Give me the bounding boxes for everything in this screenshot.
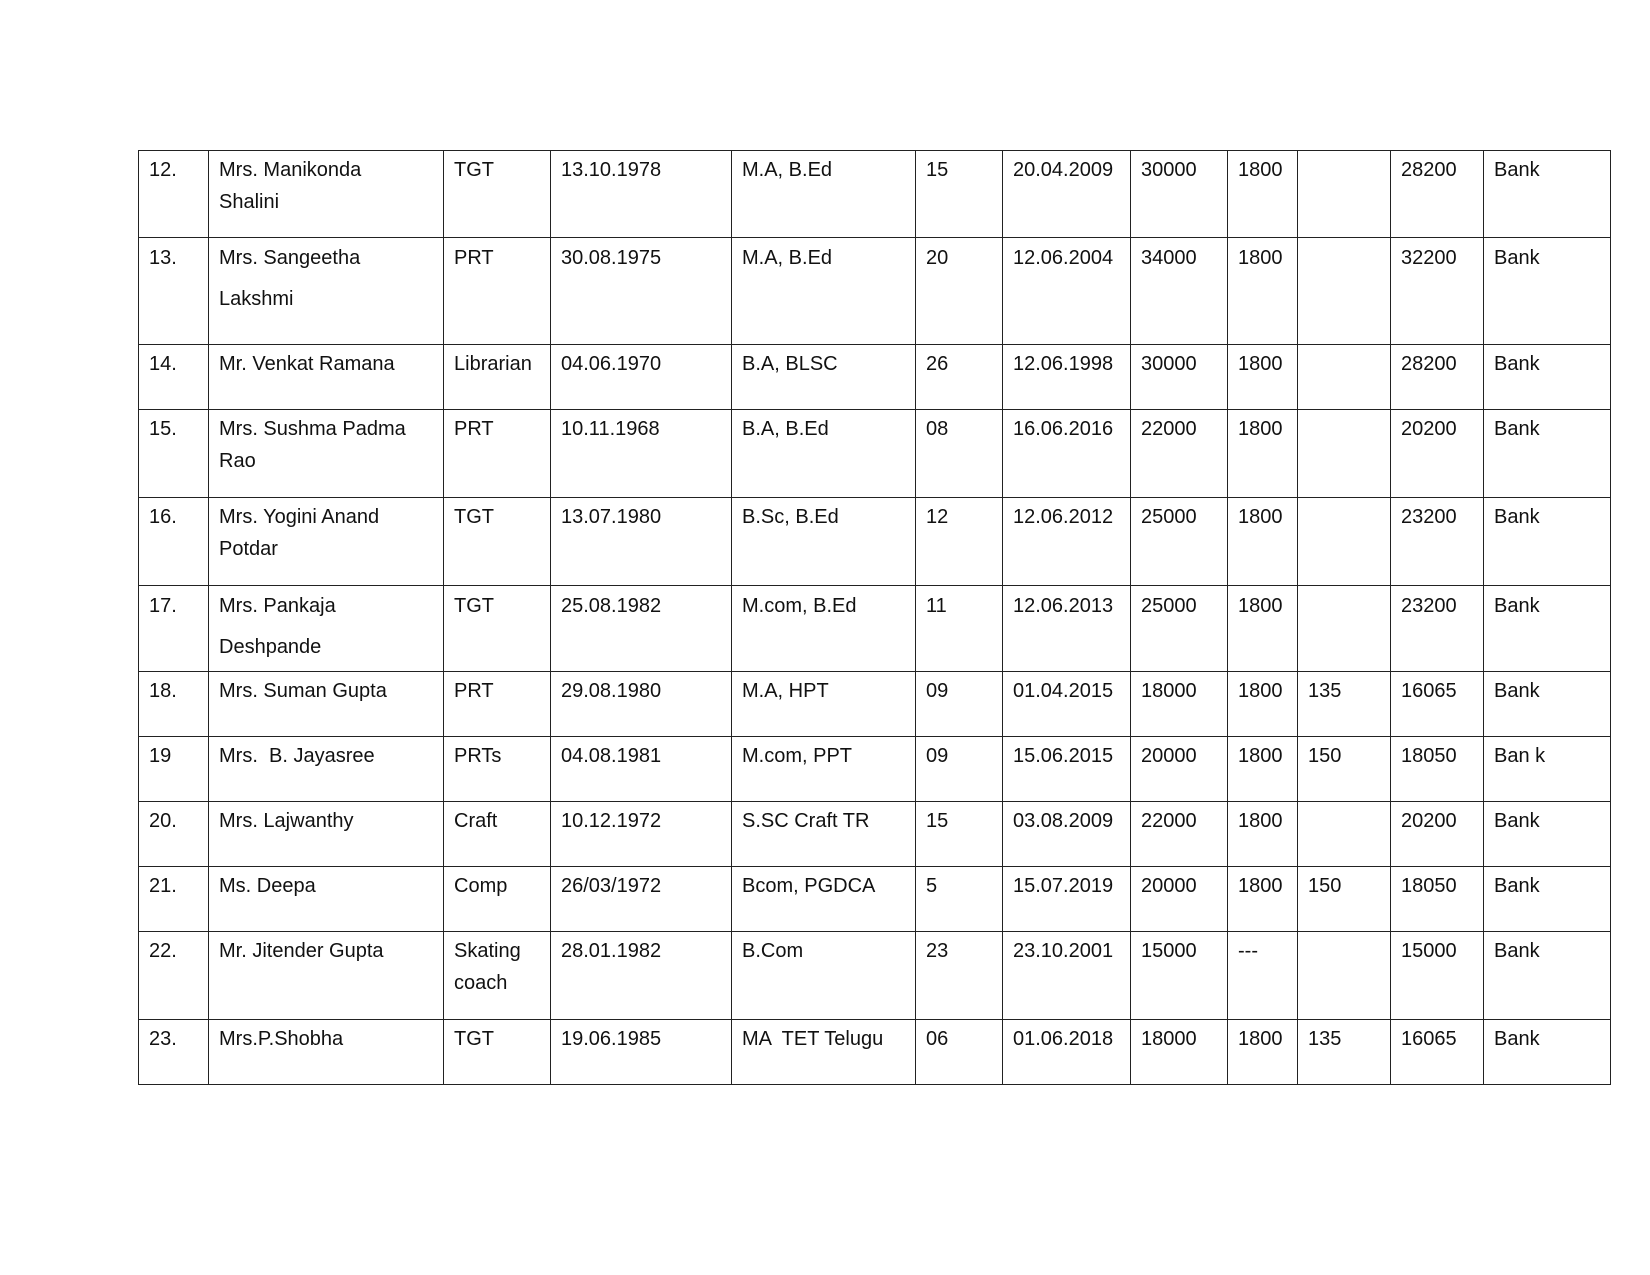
extra-deduction-cell	[1298, 238, 1391, 345]
experience-cell: 09	[916, 737, 1003, 802]
designation-cell: TGT	[444, 151, 551, 238]
net-salary-cell: 20200	[1391, 410, 1484, 498]
deduction-cell: 1800	[1228, 345, 1298, 410]
date-of-birth-cell: 19.06.1985	[551, 1020, 732, 1085]
date-of-joining-cell: 12.06.2013	[1003, 586, 1131, 672]
qualification-cell: B.Sc, B.Ed	[732, 498, 916, 586]
table-row	[139, 802, 1611, 867]
extra-deduction-cell: 135	[1298, 672, 1391, 737]
payment-mode-cell: Bank	[1484, 672, 1611, 737]
date-of-joining-cell: 20.04.2009	[1003, 151, 1131, 238]
experience-cell: 11	[916, 586, 1003, 672]
deduction-cell: ---	[1228, 932, 1298, 1020]
name-cell: Mrs. Manikonda Shalini	[209, 151, 444, 238]
serial-number-cell: 12.	[139, 151, 209, 238]
net-salary-cell: 16065	[1391, 672, 1484, 737]
gross-salary-cell: 18000	[1131, 672, 1228, 737]
qualification-cell: MA TET Telugu	[732, 1020, 916, 1085]
payment-mode-cell: Bank	[1484, 151, 1611, 238]
net-salary-cell: 20200	[1391, 802, 1484, 867]
gross-salary-cell: 25000	[1131, 586, 1228, 672]
net-salary-cell: 23200	[1391, 498, 1484, 586]
payment-mode-cell: Bank	[1484, 410, 1611, 498]
experience-cell: 5	[916, 867, 1003, 932]
date-of-birth-cell: 13.07.1980	[551, 498, 732, 586]
experience-cell: 09	[916, 672, 1003, 737]
date-of-joining-cell: 12.06.2012	[1003, 498, 1131, 586]
serial-number-cell: 14.	[139, 345, 209, 410]
experience-cell: 23	[916, 932, 1003, 1020]
date-of-joining-cell: 15.06.2015	[1003, 737, 1131, 802]
designation-cell: PRTs	[444, 737, 551, 802]
extra-deduction-cell	[1298, 932, 1391, 1020]
experience-cell: 08	[916, 410, 1003, 498]
date-of-birth-cell: 29.08.1980	[551, 672, 732, 737]
extra-deduction-cell: 150	[1298, 867, 1391, 932]
net-salary-cell: 32200	[1391, 238, 1484, 345]
designation-cell: TGT	[444, 586, 551, 672]
staff-table	[138, 150, 1611, 1085]
experience-cell: 06	[916, 1020, 1003, 1085]
gross-salary-cell: 22000	[1131, 410, 1228, 498]
extra-deduction-cell: 135	[1298, 1020, 1391, 1085]
net-salary-cell: 23200	[1391, 586, 1484, 672]
name-cell: Mrs. Pankaja Deshpande	[209, 586, 444, 672]
serial-number-cell: 19	[139, 737, 209, 802]
net-salary-cell: 18050	[1391, 737, 1484, 802]
name-cell: Mrs. Lajwanthy	[209, 802, 444, 867]
extra-deduction-cell	[1298, 410, 1391, 498]
designation-cell: Skating coach	[444, 932, 551, 1020]
name-cell: Mrs. Yogini Anand Potdar	[209, 498, 444, 586]
gross-salary-cell: 30000	[1131, 151, 1228, 238]
payment-mode-cell: Bank	[1484, 238, 1611, 345]
payment-mode-cell: Bank	[1484, 345, 1611, 410]
experience-cell: 26	[916, 345, 1003, 410]
experience-cell: 12	[916, 498, 1003, 586]
name-cell: Mr. Jitender Gupta	[209, 932, 444, 1020]
payment-mode-cell: Ban k	[1484, 737, 1611, 802]
table-row	[139, 586, 1611, 672]
qualification-cell: Bcom, PGDCA	[732, 867, 916, 932]
qualification-cell: M.com, PPT	[732, 737, 916, 802]
name-cell: Mr. Venkat Ramana	[209, 345, 444, 410]
designation-cell: TGT	[444, 498, 551, 586]
net-salary-cell: 28200	[1391, 151, 1484, 238]
net-salary-cell: 16065	[1391, 1020, 1484, 1085]
name-cell: Mrs. B. Jayasree	[209, 737, 444, 802]
payment-mode-cell: Bank	[1484, 498, 1611, 586]
date-of-joining-cell: 23.10.2001	[1003, 932, 1131, 1020]
serial-number-cell: 21.	[139, 867, 209, 932]
extra-deduction-cell: 150	[1298, 737, 1391, 802]
table-row	[139, 238, 1611, 345]
payment-mode-cell: Bank	[1484, 586, 1611, 672]
date-of-birth-cell: 28.01.1982	[551, 932, 732, 1020]
serial-number-cell: 13.	[139, 238, 209, 345]
gross-salary-cell: 20000	[1131, 867, 1228, 932]
table-row	[139, 498, 1611, 586]
payment-mode-cell: Bank	[1484, 1020, 1611, 1085]
serial-number-cell: 23.	[139, 1020, 209, 1085]
extra-deduction-cell	[1298, 586, 1391, 672]
designation-cell: PRT	[444, 672, 551, 737]
payment-mode-cell: Bank	[1484, 932, 1611, 1020]
gross-salary-cell: 20000	[1131, 737, 1228, 802]
date-of-joining-cell: 15.07.2019	[1003, 867, 1131, 932]
name-cell: Mrs. Sushma Padma Rao	[209, 410, 444, 498]
table-row	[139, 151, 1611, 238]
date-of-birth-cell: 10.11.1968	[551, 410, 732, 498]
designation-cell: Craft	[444, 802, 551, 867]
serial-number-cell: 17.	[139, 586, 209, 672]
designation-cell: TGT	[444, 1020, 551, 1085]
experience-cell: 15	[916, 151, 1003, 238]
table-row	[139, 867, 1611, 932]
date-of-joining-cell: 03.08.2009	[1003, 802, 1131, 867]
gross-salary-cell: 30000	[1131, 345, 1228, 410]
qualification-cell: B.A, B.Ed	[732, 410, 916, 498]
deduction-cell: 1800	[1228, 586, 1298, 672]
gross-salary-cell: 22000	[1131, 802, 1228, 867]
serial-number-cell: 15.	[139, 410, 209, 498]
qualification-cell: M.A, HPT	[732, 672, 916, 737]
serial-number-cell: 22.	[139, 932, 209, 1020]
gross-salary-cell: 25000	[1131, 498, 1228, 586]
gross-salary-cell: 18000	[1131, 1020, 1228, 1085]
deduction-cell: 1800	[1228, 672, 1298, 737]
deduction-cell: 1800	[1228, 238, 1298, 345]
qualification-cell: S.SC Craft TR	[732, 802, 916, 867]
date-of-birth-cell: 04.06.1970	[551, 345, 732, 410]
serial-number-cell: 18.	[139, 672, 209, 737]
qualification-cell: B.Com	[732, 932, 916, 1020]
gross-salary-cell: 34000	[1131, 238, 1228, 345]
date-of-joining-cell: 12.06.1998	[1003, 345, 1131, 410]
serial-number-cell: 20.	[139, 802, 209, 867]
name-cell: Ms. Deepa	[209, 867, 444, 932]
qualification-cell: B.A, BLSC	[732, 345, 916, 410]
date-of-joining-cell: 12.06.2004	[1003, 238, 1131, 345]
extra-deduction-cell	[1298, 498, 1391, 586]
date-of-birth-cell: 13.10.1978	[551, 151, 732, 238]
date-of-joining-cell: 01.04.2015	[1003, 672, 1131, 737]
deduction-cell: 1800	[1228, 1020, 1298, 1085]
qualification-cell: M.A, B.Ed	[732, 151, 916, 238]
table-row	[139, 345, 1611, 410]
designation-cell: PRT	[444, 410, 551, 498]
designation-cell: Comp	[444, 867, 551, 932]
payment-mode-cell: Bank	[1484, 867, 1611, 932]
designation-cell: Librarian	[444, 345, 551, 410]
table-row	[139, 737, 1611, 802]
gross-salary-cell: 15000	[1131, 932, 1228, 1020]
qualification-cell: M.com, B.Ed	[732, 586, 916, 672]
experience-cell: 20	[916, 238, 1003, 345]
table-row	[139, 1020, 1611, 1085]
deduction-cell: 1800	[1228, 737, 1298, 802]
name-cell: Mrs.P.Shobha	[209, 1020, 444, 1085]
table-body	[139, 151, 1611, 1085]
table-row	[139, 932, 1611, 1020]
deduction-cell: 1800	[1228, 802, 1298, 867]
deduction-cell: 1800	[1228, 410, 1298, 498]
extra-deduction-cell	[1298, 345, 1391, 410]
deduction-cell: 1800	[1228, 498, 1298, 586]
date-of-birth-cell: 04.08.1981	[551, 737, 732, 802]
extra-deduction-cell	[1298, 802, 1391, 867]
date-of-birth-cell: 26/03/1972	[551, 867, 732, 932]
serial-number-cell: 16.	[139, 498, 209, 586]
name-cell: Mrs. Suman Gupta	[209, 672, 444, 737]
table-row	[139, 672, 1611, 737]
date-of-joining-cell: 16.06.2016	[1003, 410, 1131, 498]
deduction-cell: 1800	[1228, 867, 1298, 932]
name-cell: Mrs. Sangeetha Lakshmi	[209, 238, 444, 345]
deduction-cell: 1800	[1228, 151, 1298, 238]
payment-mode-cell: Bank	[1484, 802, 1611, 867]
date-of-joining-cell: 01.06.2018	[1003, 1020, 1131, 1085]
date-of-birth-cell: 25.08.1982	[551, 586, 732, 672]
designation-cell: PRT	[444, 238, 551, 345]
net-salary-cell: 18050	[1391, 867, 1484, 932]
date-of-birth-cell: 30.08.1975	[551, 238, 732, 345]
table-row	[139, 410, 1611, 498]
date-of-birth-cell: 10.12.1972	[551, 802, 732, 867]
qualification-cell: M.A, B.Ed	[732, 238, 916, 345]
experience-cell: 15	[916, 802, 1003, 867]
net-salary-cell: 15000	[1391, 932, 1484, 1020]
extra-deduction-cell	[1298, 151, 1391, 238]
net-salary-cell: 28200	[1391, 345, 1484, 410]
